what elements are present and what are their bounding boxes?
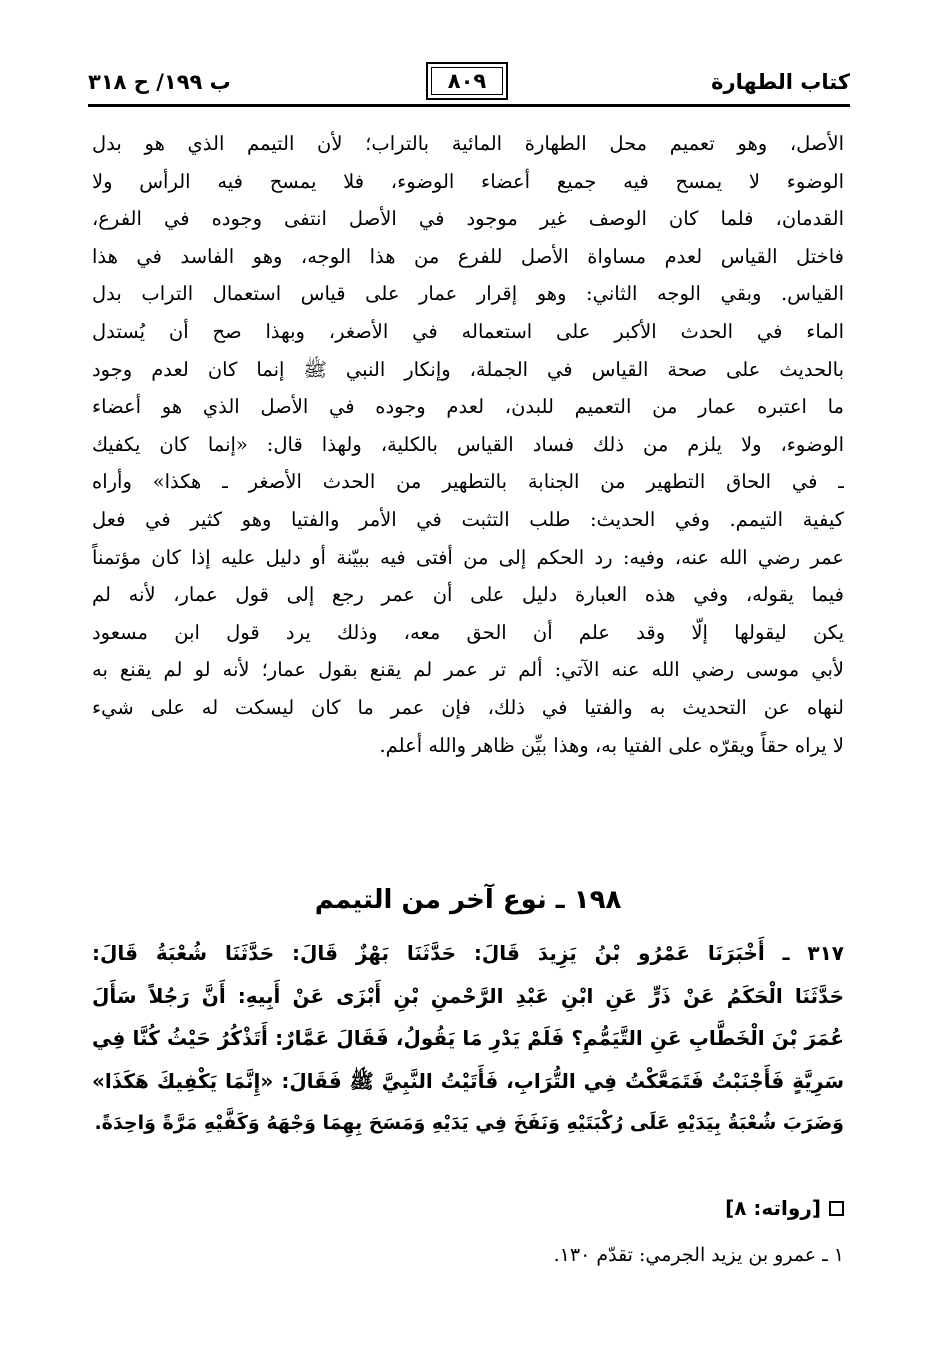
text-line: يكن ليقولها إلّا وقد علم أن الحق معه، وذلك يرد قول ابن مسعود	[92, 620, 844, 644]
header-rule	[88, 104, 850, 107]
hadith-line: سَرِيَّةٍ فَأَجْنَبْتُ فَتَمَعَّكْتُ فِي التُّرَابِ، فَأَتَيْتُ النَّبِيَّ ﷺ فَقَالَ: «إِنَّمَا يَكْفِيكَ هَكَذَا»	[92, 1068, 844, 1093]
text-line: لا يراه حقاً ويقرّه على الفتيا به، وهذا بيِّن ظاهر والله أعلم.	[379, 733, 844, 757]
hadith-text	[92, 932, 844, 1145]
page-number-frame	[426, 62, 508, 100]
text-line: لنهاه عن التحديث به والفتيا في ذلك، فإن عمر ما كان ليسكت له على شيء	[92, 695, 844, 719]
text-line: الأصل، وهو تعميم محل الطهارة المائية بالتراب؛ لأن التيمم الذي هو بدل	[92, 132, 844, 155]
page-header	[88, 62, 850, 114]
text-line: لأبي موسى رضي الله عنه الآتي: ألم تر عمر لم يقنع بقول عمار؛ لأنه لو لم يقنع به	[92, 658, 844, 682]
hadith-line: وَضَرَبَ شُعْبَةُ بِيَدَيْهِ عَلَى رُكْبَتَيْهِ وَنَفَخَ فِي يَدَيْهِ وَمَسَحَ بِهِمَا وَجْهَهُ وَكَفَّيْهِ مَرَّةً وَاحِدَةً.	[94, 1112, 844, 1134]
page-number: ٨٠٩	[447, 69, 487, 93]
hadith-line: حَدَّثَنَا الْحَكَمُ عَنْ ذَرٍّ عَنِ ابْنِ عَبْدِ الرَّحْمنِ بْنِ أَبْزَى عَنْ أَبِيهِ: أَنَّ رَجُلاً سَأَلَ	[92, 983, 844, 1008]
text-line: الوضوء، ولا يلزم من ذلك فساد القياس بالكلية، ولهذا قال: «إنما كان يكفيك	[92, 432, 844, 456]
narrators-heading	[725, 1196, 844, 1220]
square-bullet-icon	[829, 1201, 844, 1216]
hadith-line: ٣١٧ ـ أَخْبَرَنَا عَمْرُو بْنُ يَزِيدَ قَالَ: حَدَّثَنَا بَهْزٌ قَالَ: حَدَّثَنَا شُعْبَةُ قَالَ:	[92, 941, 844, 965]
commentary-text	[92, 125, 844, 764]
text-line: القياس. وبقي الوجه الثاني: وهو إقرار عمار على قياس استعمال التراب بدل	[92, 282, 844, 306]
book-title: كتاب الطهارة	[711, 70, 850, 94]
section-heading: ١٩٨ ـ نوع آخر من التيمم	[314, 885, 622, 915]
text-line: فاختل القياس لعدم مساواة الأصل للفرع من هذا الوجه، وهو الفاسد في هذا	[92, 244, 844, 268]
text-line: القدمان، فلما كان الوصف غير موجود في الأصل انتفى وجوده في الفرع،	[92, 207, 844, 231]
text-line: الوضوء لا يمسح فيه جميع أعضاء الوضوء، فلا يمسح فيه الرأس ولا	[92, 169, 844, 193]
hadith-line: عُمَرَ بْنَ الْخَطَّابِ عَنِ التَّيَمُّمِ؟ فَلَمْ يَدْرِ مَا يَقُولُ، فَقَالَ عَمَّارٌ: أَتَذْكُرُ حَيْثُ كُنَّا فِي	[92, 1026, 844, 1050]
text-line: ـ في الحاق التطهير من الجنابة بالتطهير من الحدث الأصغر ـ هكذا» وأراه	[92, 470, 844, 494]
text-line: عمر رضي الله عنه، وفيه: رد الحكم إلى من أفتى فيه ببيّنة أو دليل عليه إذا كان مؤتمناً	[92, 545, 844, 569]
text-line: بالحديث على صحة القياس في الجملة، وإنكار النبي ﷺ إنما كان لعدم وجود	[92, 357, 844, 381]
text-line: الماء في الحدث الأكبر على استعماله في الأصغر، وبهذا صح أن يُستدل	[92, 319, 844, 343]
text-line: كيفية التيمم. وفي الحديث: طلب التثبت في الأمر والفتيا وهو كثير في فعل	[92, 507, 844, 531]
narrators-heading-label: [رواته: ٨]	[725, 1196, 821, 1220]
chapter-reference: ب ١٩٩/ ح ٣١٨	[88, 70, 231, 94]
text-line: فيما يقوله، وفي هذه العبارة دليل على أن عمر رجع إلى قول عمار، لأنه لم	[92, 583, 844, 607]
text-line: ما اعتبره عمار من التعميم للبدن، لعدم وجوده في الأصل الذي هو أعضاء	[92, 395, 844, 419]
narrator-item: ١ ـ عمرو بن يزيد الجرمي: تقدّم ١٣٠.	[553, 1244, 844, 1266]
